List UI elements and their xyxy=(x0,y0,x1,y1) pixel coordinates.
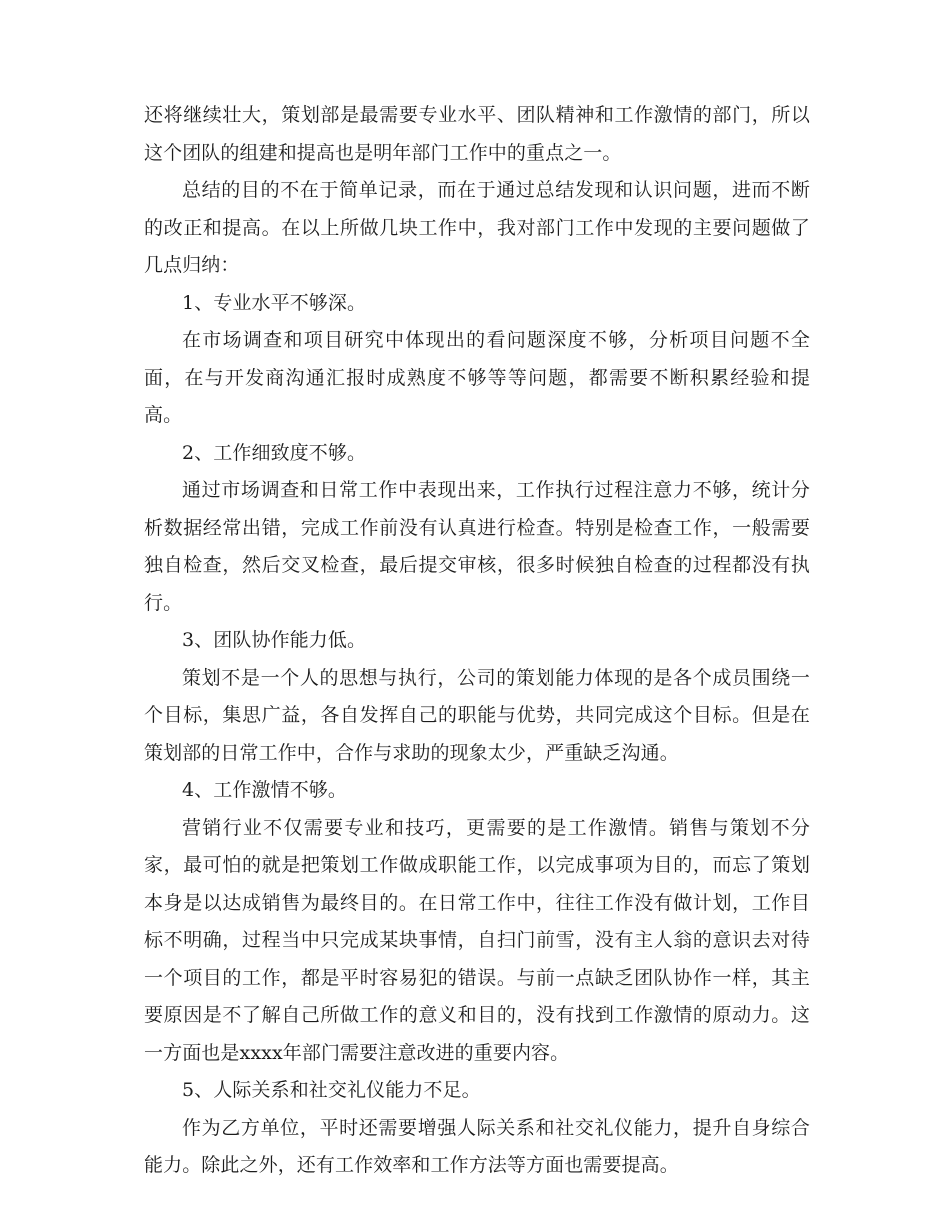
issue-heading-4: 4、工作激情不够。 xyxy=(182,779,347,801)
issue-heading-5: 5、人际关系和社交礼仪能力不足。 xyxy=(182,1079,481,1101)
paragraph-summary-purpose: 总结的目的不在于简单记录，而在于通过总结发现和认识问题，进而不断的改正和提高。在以上所做几块工作中，我对部门工作中发现的主要问题做了几点归纳： xyxy=(144,179,810,276)
issue-heading-1: 1、专业水平不够深。 xyxy=(182,291,367,314)
paragraph-team-growth: 还将继续壮大，策划部是最需要专业水平、团队精神和工作激情的部门，所以这个团队的组建和提高也是明年部门工作中的重点之一。 xyxy=(144,104,810,164)
paragraph-issue-1: 在市场调查和项目研究中体现出的看问题深度不够，分析项目问题不全面，在与开发商沟通汇报时成熟度不够等等问题，都需要不断积累经验和提高。 xyxy=(144,329,810,426)
issue-heading-2: 2、工作细致度不够。 xyxy=(182,441,367,464)
paragraph-issue-2: 通过市场调查和日常工作中表现出来，工作执行过程注意力不够，统计分析数据经常出错，完成工作前没有认真进行检查。特别是检查工作，一般需要独自检查，然后交叉检查，最后提交审核，很多时候独自检查的过程都没有执行。 xyxy=(144,479,810,614)
paragraph-issue-5: 作为乙方单位，平时还需要增强人际关系和社交礼仪能力，提升自身综合能力。除此之外，还有工作效率和工作方法等方面也需要提高。 xyxy=(144,1116,810,1176)
issue-heading-3: 3、团队协作能力低。 xyxy=(182,629,367,651)
paragraph-issue-4: 营销行业不仅需要专业和技巧，更需要的是工作激情。销售与策划不分家，最可怕的就是把策划工作做成职能工作，以完成事项为目的，而忘了策划本身是以达成销售为最终目的。在日常工作中，往往工作没有做计划，工作目标不明确，过程当中只完成某块事情，自扫门前雪，没有主人翁的意识去对待一个项目的工作，都是平时容易犯的错误。与前一点缺乏团队协作一样，其主要原因是不了解自己所做工作的意义和目的，没有找到工作激情的原动力。这一方面也是xxxx年部门需要注意改进的重要内容。 xyxy=(144,816,810,1064)
paragraph-issue-3: 策划不是一个人的思想与执行，公司的策划能力体现的是各个成员围绕一个目标，集思广益，各自发挥自己的职能与优势，共同完成这个目标。但是在策划部的日常工作中，合作与求助的现象太少，严重缺乏沟通。 xyxy=(144,666,810,764)
document-body xyxy=(144,97,810,1185)
